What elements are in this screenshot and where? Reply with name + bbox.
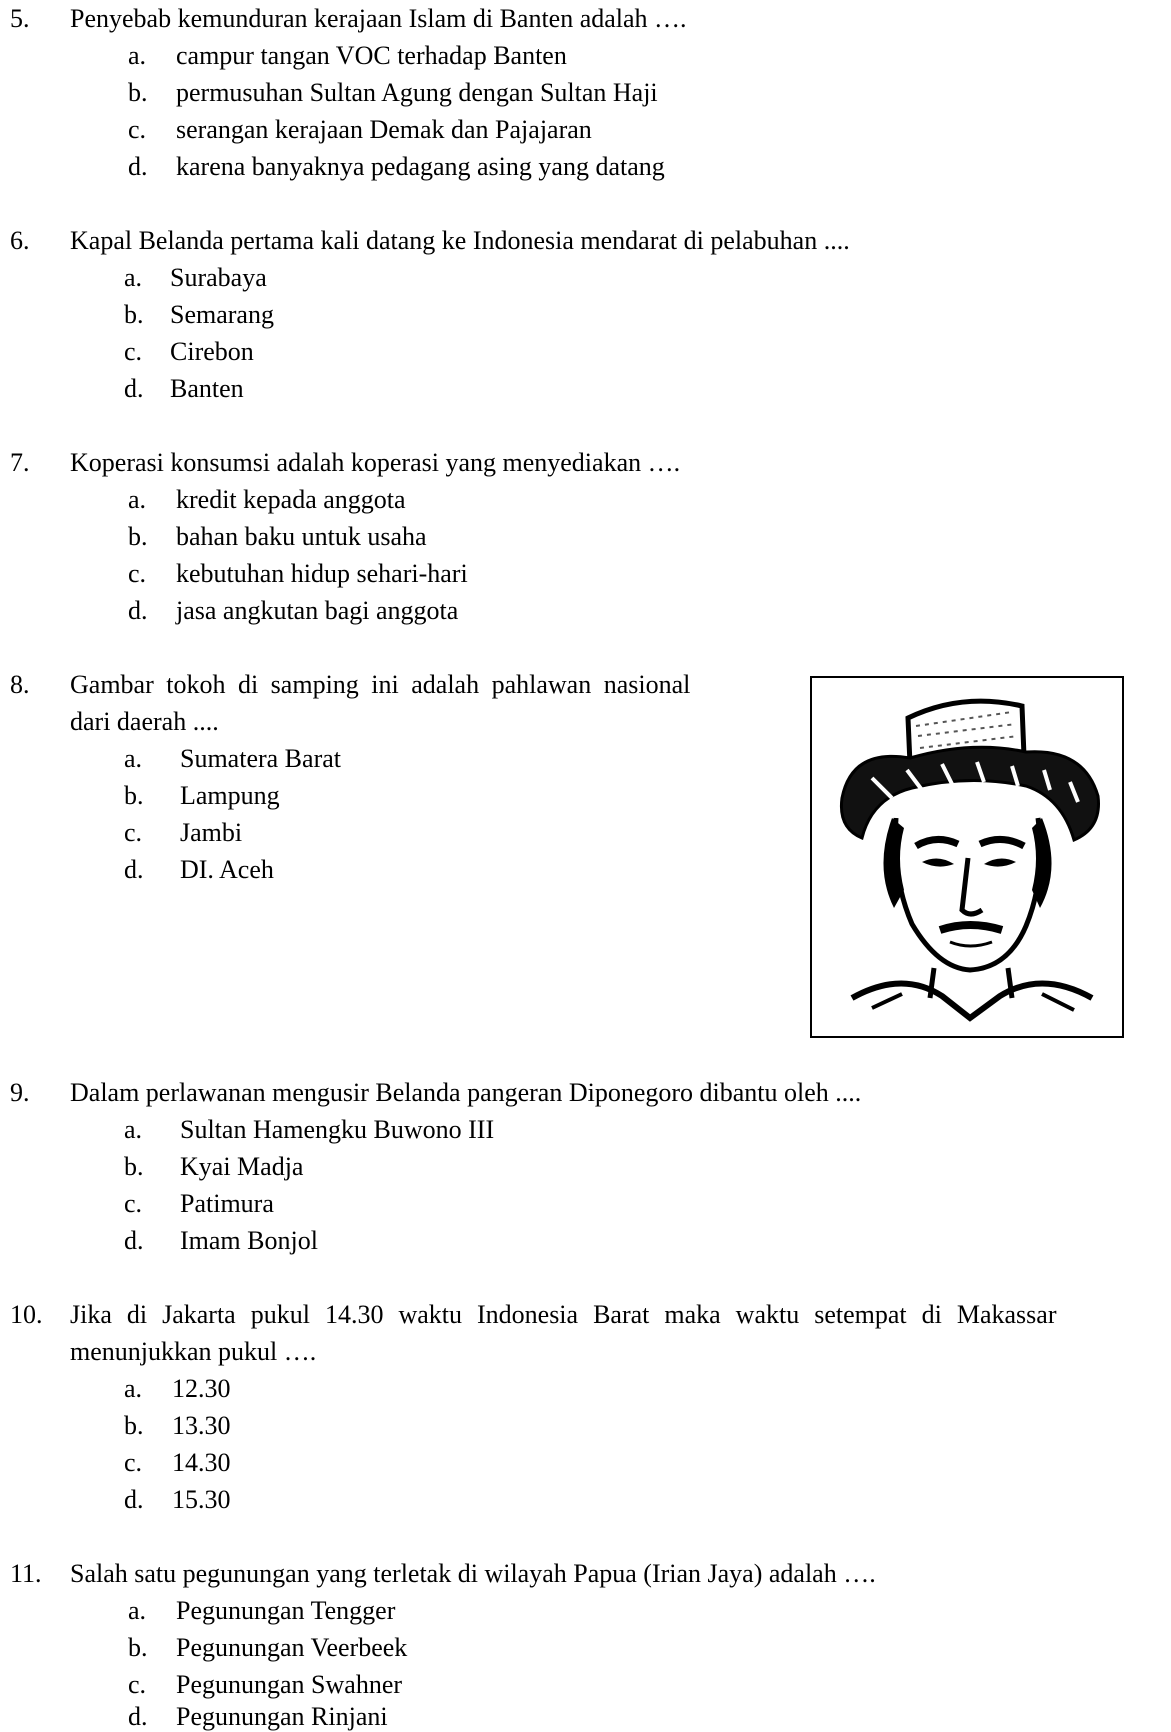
question-text: Gambar tokoh di samping ini adalah pahlawan nasional <box>70 670 691 699</box>
option-letter: a. <box>128 485 147 514</box>
option-letter: b. <box>124 1152 144 1181</box>
option-text: 12.30 <box>172 1374 231 1403</box>
portrait-drawing <box>812 678 1122 1036</box>
option-letter: d. <box>124 1485 144 1514</box>
option-text: karena banyaknya pedagang asing yang datang <box>176 152 665 181</box>
option-letter: b. <box>124 300 144 329</box>
option-text: Banten <box>170 374 244 403</box>
option-text: 15.30 <box>172 1485 231 1514</box>
option-letter: d. <box>124 1226 144 1255</box>
question-number: 8. <box>10 670 30 699</box>
option-text: DI. Aceh <box>180 855 274 884</box>
option-letter: c. <box>124 337 143 366</box>
option-letter: a. <box>124 1115 143 1144</box>
option-letter: b. <box>128 522 148 551</box>
option-text: Pegunungan Rinjani <box>176 1702 388 1731</box>
option-letter: d. <box>128 152 148 181</box>
hero-portrait-image <box>810 676 1124 1038</box>
question-text: Kapal Belanda pertama kali datang ke Indonesia mendarat di pelabuhan .... <box>70 226 850 255</box>
option-text: Sultan Hamengku Buwono III <box>180 1115 495 1144</box>
option-letter: b. <box>124 781 144 810</box>
option-letter: c. <box>124 818 143 847</box>
question-number: 5. <box>10 4 30 33</box>
question-number: 9. <box>10 1078 30 1107</box>
option-letter: c. <box>128 115 147 144</box>
option-text: Pegunungan Swahner <box>176 1670 403 1699</box>
option-text: Pegunungan Veerbeek <box>176 1633 408 1662</box>
option-letter: c. <box>128 1670 147 1699</box>
option-letter: a. <box>124 744 143 773</box>
option-letter: a. <box>124 263 143 292</box>
option-text: kebutuhan hidup sehari-hari <box>176 559 468 588</box>
option-letter: d. <box>124 855 144 884</box>
question-text-continued: menunjukkan pukul …. <box>70 1337 317 1366</box>
option-letter: b. <box>124 1411 144 1440</box>
option-text: Kyai Madja <box>180 1152 304 1181</box>
option-text: Patimura <box>180 1189 274 1218</box>
option-text: campur tangan VOC terhadap Banten <box>176 41 567 70</box>
question-text-continued: dari daerah .... <box>70 707 219 736</box>
question-text: Jika di Jakarta pukul 14.30 waktu Indonesia Barat maka waktu setempat di Makassar <box>70 1300 1057 1329</box>
question-text: Salah satu pegunungan yang terletak di wilayah Papua (Irian Jaya) adalah …. <box>70 1559 876 1588</box>
option-text: kredit kepada anggota <box>176 485 406 514</box>
option-text: 14.30 <box>172 1448 231 1477</box>
question-number: 10. <box>10 1300 43 1329</box>
option-letter: b. <box>128 1633 148 1662</box>
option-letter: b. <box>128 78 148 107</box>
option-letter: c. <box>124 1189 143 1218</box>
option-letter: a. <box>128 41 147 70</box>
question-number: 11. <box>10 1559 42 1588</box>
option-text: Surabaya <box>170 263 267 292</box>
question-number: 7. <box>10 448 30 477</box>
option-letter: d. <box>128 596 148 625</box>
option-text: Cirebon <box>170 337 254 366</box>
option-text: Jambi <box>180 818 243 847</box>
question-text: Koperasi konsumsi adalah koperasi yang menyediakan …. <box>70 448 681 477</box>
option-letter: c. <box>128 559 147 588</box>
option-text: bahan baku untuk usaha <box>176 522 427 551</box>
option-text: Sumatera Barat <box>180 744 341 773</box>
option-text: Semarang <box>170 300 274 329</box>
option-letter: d. <box>124 374 144 403</box>
option-text: 13.30 <box>172 1411 231 1440</box>
option-text: permusuhan Sultan Agung dengan Sultan Haji <box>176 78 658 107</box>
option-letter: d. <box>128 1702 148 1731</box>
option-letter: c. <box>124 1448 143 1477</box>
option-text: serangan kerajaan Demak dan Pajajaran <box>176 115 592 144</box>
option-text: Lampung <box>180 781 280 810</box>
option-text: jasa angkutan bagi anggota <box>176 596 459 625</box>
option-letter: a. <box>124 1374 143 1403</box>
option-text: Imam Bonjol <box>180 1226 318 1255</box>
question-text: Dalam perlawanan mengusir Belanda pangeran Diponegoro dibantu oleh .... <box>70 1078 862 1107</box>
option-text: Pegunungan Tengger <box>176 1596 396 1625</box>
question-number: 6. <box>10 226 30 255</box>
option-letter: a. <box>128 1596 147 1625</box>
question-text: Penyebab kemunduran kerajaan Islam di Banten adalah …. <box>70 4 687 33</box>
